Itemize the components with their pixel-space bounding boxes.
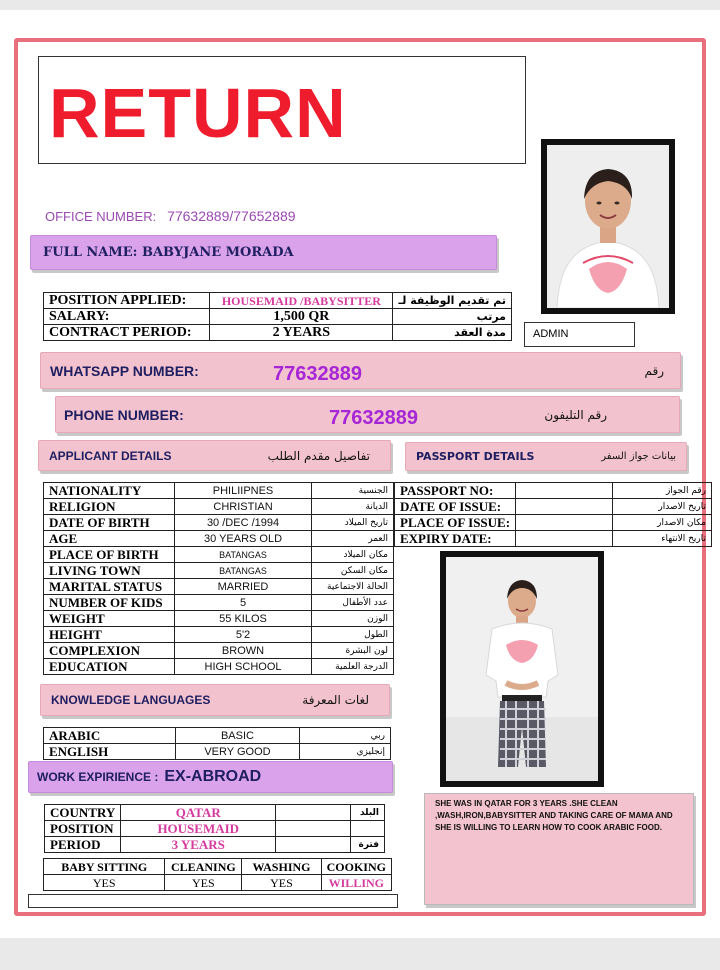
applicant-value: BATANGAS <box>174 547 311 563</box>
skill-value: YES <box>242 875 321 891</box>
applicant-label: LIVING TOWN <box>44 563 175 579</box>
applicant-value: 30 /DEC /1994 <box>174 515 311 531</box>
job-row <box>44 325 512 341</box>
skill-value: YES <box>165 875 242 891</box>
passport-arabic: رقم الجواز <box>612 483 711 499</box>
applicant-label: RELIGION <box>44 499 175 515</box>
passport-label: EXPIRY DATE: <box>395 531 516 547</box>
passport-label: PASSPORT NO: <box>395 483 516 499</box>
whatsapp-label: WHATSAPP NUMBER: <box>50 362 199 379</box>
applicant-value: 5'2 <box>174 627 311 643</box>
passport-arabic: تاريخ الانتهاء <box>612 531 711 547</box>
office-number-label: OFFICE NUMBER: <box>45 209 157 224</box>
work-empty <box>276 805 351 821</box>
applicant-value: HIGH SCHOOL <box>174 659 311 675</box>
passport-details-arabic: بيانات جواز السفر <box>601 451 676 462</box>
applicant-value: MARRIED <box>174 579 311 595</box>
work-experience-bar <box>28 761 393 793</box>
applicant-row <box>44 579 394 595</box>
passport-value <box>516 531 613 547</box>
language-arabic: ربي <box>300 728 391 744</box>
return-stamp-box <box>38 56 526 164</box>
experience-note: SHE WAS IN QATAR FOR 3 YEARS .SHE CLEAN ,WASH,IRON,BABYSITTER AND TAKING CARE OF MAMA AND SHE IS WILLING TO LEARN HOW TO COOK ARABIC FOOD. <box>424 793 694 905</box>
skills-header-row <box>44 859 392 875</box>
passport-arabic: تاريخ الاصدار <box>612 499 711 515</box>
passport-details-label: PASSPORT DETAILS <box>416 450 535 463</box>
applicant-arabic: الطول <box>312 627 394 643</box>
applicant-label: HEIGHT <box>44 627 175 643</box>
applicant-table <box>43 482 394 675</box>
applicant-arabic: الوزن <box>312 611 394 627</box>
applicant-label: COMPLEXION <box>44 643 175 659</box>
applicant-arabic: مكان الميلاد <box>312 547 394 563</box>
skill-header: BABY SITTING <box>44 859 165 875</box>
applicant-arabic: عدد الأطفال <box>312 595 394 611</box>
passport-label: PLACE OF ISSUE: <box>395 515 516 531</box>
skills-table <box>43 858 392 891</box>
work-value: 3 YEARS <box>121 837 276 853</box>
applicant-row <box>44 611 394 627</box>
whatsapp-bar <box>40 352 681 389</box>
applicant-arabic: مكان السكن <box>312 563 394 579</box>
job-label: POSITION APPLIED: <box>44 293 210 309</box>
language-label: ENGLISH <box>44 744 176 760</box>
work-row <box>45 805 385 821</box>
job-label: SALARY: <box>44 309 210 325</box>
applicant-arabic: الجنسية <box>312 483 394 499</box>
applicant-label: EDUCATION <box>44 659 175 675</box>
applicant-row <box>44 531 394 547</box>
passport-row <box>395 531 712 547</box>
applicant-label: PLACE OF BIRTH <box>44 547 175 563</box>
phone-arabic: رقم التليفون <box>544 407 607 422</box>
applicant-label: AGE <box>44 531 175 547</box>
job-value: HOUSEMAID /BABYSITTER <box>210 293 393 309</box>
applicant-value: 55 KILOS <box>174 611 311 627</box>
work-row <box>45 837 385 853</box>
work-value: HOUSEMAID <box>121 821 276 837</box>
languages-label: KNOWLEDGE LANGUAGES <box>51 693 211 707</box>
languages-table <box>43 727 391 760</box>
job-label: CONTRACT PERIOD: <box>44 325 210 341</box>
admin-box: ADMIN <box>524 322 635 347</box>
job-row <box>44 293 512 309</box>
applicant-label: NATIONALITY <box>44 483 175 499</box>
applicant-arabic: الدرجة العلمية <box>312 659 394 675</box>
work-value: QATAR <box>121 805 276 821</box>
phone-label: PHONE NUMBER: <box>64 406 184 423</box>
applicant-row <box>44 563 394 579</box>
job-row <box>44 309 512 325</box>
full-name: FULL NAME: BABYJANE MORADA <box>43 245 294 260</box>
job-arabic: تم تقديم الوظيفة لـ <box>393 293 512 309</box>
phone-bar <box>55 396 680 433</box>
passport-arabic: مكان الاصدار <box>612 515 711 531</box>
passport-value <box>516 499 613 515</box>
applicant-arabic: العمر <box>312 531 394 547</box>
applicant-arabic: تاريخ الميلاد <box>312 515 394 531</box>
applicant-value: BATANGAS <box>174 563 311 579</box>
languages-arabic: لغات المعرفة <box>302 693 369 707</box>
work-empty <box>276 837 351 853</box>
applicant-details-bar <box>38 440 391 471</box>
applicant-row <box>44 659 394 675</box>
applicant-value: 5 <box>174 595 311 611</box>
applicant-label: NUMBER OF KIDS <box>44 595 175 611</box>
skills-value-row <box>44 875 392 891</box>
work-label: POSITION <box>45 821 121 837</box>
skill-header: CLEANING <box>165 859 242 875</box>
work-arabic: فترة <box>351 837 385 853</box>
applicant-label: WEIGHT <box>44 611 175 627</box>
language-row <box>44 744 391 760</box>
office-number-value: 77632889/77652889 <box>167 208 296 224</box>
applicant-arabic: الديانة <box>312 499 394 515</box>
job-value: 1,500 QR <box>210 309 393 325</box>
passport-row <box>395 515 712 531</box>
applicant-value: BROWN <box>174 643 311 659</box>
work-arabic <box>351 821 385 837</box>
applicant-row <box>44 483 394 499</box>
passport-table <box>394 482 712 547</box>
work-label: PERIOD <box>45 837 121 853</box>
skill-value: WILLING <box>321 875 391 891</box>
passport-row <box>395 483 712 499</box>
portrait-photo <box>541 139 675 314</box>
applicant-row <box>44 515 394 531</box>
job-value: 2 YEARS <box>210 325 393 341</box>
passport-row <box>395 499 712 515</box>
language-level: VERY GOOD <box>175 744 300 760</box>
applicant-details-arabic: تفاصيل مقدم الطلب <box>267 448 370 463</box>
work-arabic: البلد <box>351 805 385 821</box>
applicant-arabic: الحالة الاجتماعية <box>312 579 394 595</box>
phone-number: 77632889 <box>329 407 418 429</box>
applicant-arabic: لون البشرة <box>312 643 394 659</box>
work-experience-value: EX-ABROAD <box>164 768 262 785</box>
passport-value <box>516 515 613 531</box>
passport-label: DATE OF ISSUE: <box>395 499 516 515</box>
applicant-row <box>44 643 394 659</box>
office-number <box>45 208 296 224</box>
job-arabic: مدة العقد <box>393 325 512 341</box>
work-label: COUNTRY <box>45 805 121 821</box>
applicant-value: CHRISTIAN <box>174 499 311 515</box>
whatsapp-arabic: رقم <box>644 363 664 378</box>
work-row <box>45 821 385 837</box>
language-arabic: إنجليزي <box>300 744 391 760</box>
full-body-photo <box>440 551 604 787</box>
work-table <box>44 804 385 853</box>
job-table <box>43 292 512 341</box>
languages-bar <box>40 684 390 716</box>
skill-value: YES <box>44 875 165 891</box>
language-row <box>44 728 391 744</box>
return-stamp: RETURN <box>49 74 347 152</box>
skill-header: WASHING <box>242 859 321 875</box>
full-name-bar <box>30 235 497 270</box>
empty-field <box>28 894 398 908</box>
whatsapp-number: 77632889 <box>273 363 362 385</box>
skill-header: COOKING <box>321 859 391 875</box>
applicant-details-label: APPLICANT DETAILS <box>49 448 172 463</box>
work-empty <box>276 821 351 837</box>
applicant-label: DATE OF BIRTH <box>44 515 175 531</box>
passport-details-bar <box>405 442 687 471</box>
applicant-label: MARITAL STATUS <box>44 579 175 595</box>
work-experience-label: WORK EXPIRIENCE : <box>37 770 159 784</box>
applicant-row <box>44 499 394 515</box>
passport-value <box>516 483 613 499</box>
applicant-value: PHILIIPNES <box>174 483 311 499</box>
applicant-row <box>44 547 394 563</box>
language-label: ARABIC <box>44 728 176 744</box>
applicant-row <box>44 627 394 643</box>
job-arabic: مرتب <box>393 309 512 325</box>
applicant-value: 30 YEARS OLD <box>174 531 311 547</box>
applicant-row <box>44 595 394 611</box>
language-level: BASIC <box>175 728 300 744</box>
